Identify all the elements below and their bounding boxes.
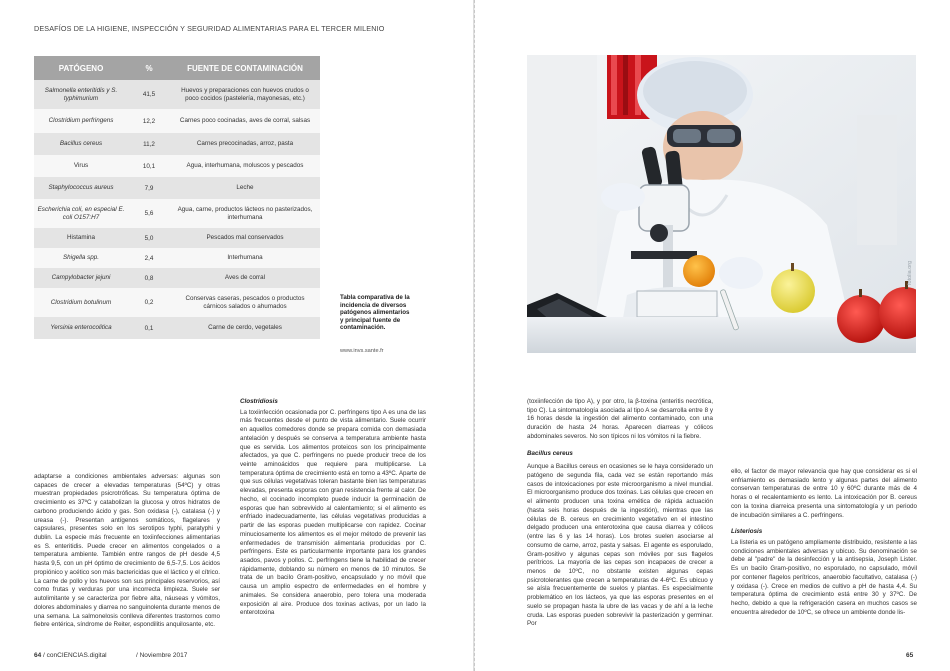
cell-source: Aves de corral — [224, 274, 266, 282]
cell-pathogen: Shigella spp. — [62, 254, 100, 262]
cell-source: Agua, carne, productos lácteos no pasterizados, interhumana — [177, 205, 313, 221]
cell-pathogen: Escherichia coli, en especial E. coli O157:H7 — [37, 205, 125, 221]
table-row — [34, 80, 320, 109]
text-column-1 — [34, 473, 220, 630]
section-title-listeriosis: Listeriosis — [731, 528, 763, 536]
footer-left — [34, 652, 107, 659]
cell-percent: 10,1 — [142, 162, 156, 170]
cell-pathogen: Yersinia enterocolitica — [50, 324, 112, 332]
page-number-right: 65 — [906, 652, 914, 659]
page-number-left: 64 — [34, 652, 42, 659]
text-column-3 — [527, 398, 713, 629]
table-body — [34, 80, 320, 339]
cell-pathogen: Bacillus cereus — [59, 140, 103, 148]
cell-percent: 5,6 — [144, 210, 154, 217]
table-row — [34, 228, 320, 248]
section-title-bacillus: Bacillus cereus — [527, 449, 573, 457]
cell-percent: 0,2 — [144, 299, 154, 306]
table-row — [34, 155, 320, 177]
table-row — [34, 177, 320, 199]
cell-pathogen: Clostridium botulinum — [50, 298, 112, 306]
col4-paragraph-b: La listeria es un patógeno ampliamente distribuido, resistente a las condiciones ambientales adversas y ubicuo. Su denominación se debe al "padre" de la desinfección y la antisepsia, Joseph Lister. Es un bacilo Gram-positivo, no esporulado, no capsulado, móvil por contener flagelos perítricos, anaerobio facultativo, catalasa (-) y oxidasa (-). Crece en medios de cultivo a pH de hasta 4,4. Su temperatura óptima de crecimiento está entre 30 y 37ºC. De hecho, debido a que la refrigeración casera en muchos casos se encuentra alrededor de 10ºC, se ofrece un ambiente donde lis- — [731, 539, 917, 616]
page-fold-line — [474, 0, 475, 671]
photo-credit: fotolia.org — [907, 260, 913, 285]
col1-paragraph: adaptarse a condiciones ambientales adversas: algunas son capaces de crecer a elevadas temperaturas (54ºC) y otras muestran propiedades psicrotróficas. Su temperatura óptima de crecimiento es 37ºC y catabolizan la glucosa y otros hidratos de carbono produciendo ácido y gas. Son oxidasa (-), catalasa (-) y ureasa (-). Presentan antígenos somáticos, flagelares y capsulares, presentes solo en los serotipos typhi, paratyphi y dublin. La especie más frecuente en toxiinfecciones alimentarias es S. enteritidis. Puede crecer en alimentos congelados o a temperatura ambiente. También entre rangos de pH desde 4,5 hasta 9,5, con un pH óptimo de crecimiento de 6,5-7,5. Los ácidos propiónico y acético son más bactericidas que el láctico y el cítrico. La carne de pollo y los huevos son sus principales reservorios, así como frutas y verduras por una incorrecta limpieza. Suele ser autolimitante y se caracteriza por fiebre alta, náuseas y vómitos, dolores abdominales y diarrea no sanguinolenta durante menos de una semana. La salmonelosis conlleva diferentes trastornos como fiebre entérica, síndrome de Reiter, espondilitis anquilosante, etc. — [34, 473, 220, 629]
cell-source: Interhumana — [227, 254, 263, 262]
cell-pathogen: Virus — [73, 162, 89, 170]
table-row — [34, 109, 320, 133]
cell-source: Carne de cerdo, vegetales — [208, 324, 282, 332]
cell-pathogen: Staphylococcus aureus — [48, 184, 114, 192]
section-title-clostridiosis: Clostridiosis — [240, 398, 278, 405]
cell-percent: 5,0 — [144, 234, 154, 242]
cell-pathogen: Histamina — [67, 234, 95, 242]
col3-paragraph-a: (toxiinfección de tipo A), y por otro, la β-toxina (enteritis necrótica, tipo C). La sintomatología asociada al tipo A se desarrolla entre 8 y 16 horas desde la ingestión del alimento contaminado, con una duración de hasta 24 horas. Aparecen diarreas y cólicos abdominales severos. No son típicos ni los vómitos ni la fiebre. — [527, 398, 713, 440]
header-source: FUENTE DE CONTAMINACIÓN — [187, 63, 303, 73]
cell-source: Agua, interhumana, moluscos y pescados — [186, 162, 304, 170]
col2-paragraph: La toxiinfección ocasionada por C. perfringens tipo A es una de las más frecuentes desde el punto de vista alimentario. Suele ocurrir en aquellos comedores donde se prepara comida con demasiada antelación y después se conserva a temperatura ambiente hasta que es servida. Los alimentos proteicos son los principalmente afectados, ya que C. perfringens no puede producir trece de los veinte aminoácidos que requiere para multiplicarse. La temperatura óptima de crecimiento está en torno a 43ºC. Aparte de que sus células vegetativas toleran bastante bien las temperaturas elevadas, presenta esporas con gran resistencia frente al calor. De hecho, el cocinado incompleto puede inducir la germinación de esporas que han sobrevivido al calentamiento; si el alimento es enfriado inadecuadamente, las células vegetativas producidas a partir de las esporas pueden multiplicarse con rapidez. Cocinar minuciosamente los alimentos es el mejor método de prevenir las enfermedades de transmisión alimentaria producidas por C. perfringens. Este es particularmente importante para los grandes asados, pavos y pollos. C. perfringens tiene la habilidad de crecer rápidamente, doblando su número en menos de 10 minutos. Se trata de un bacilo Gram-positivo, encapsulado y no móvil que causa un amplio espectro de enfermedades en el hombre y animales. Se considera anaerobio, pero tolera una moderada exposición al aire. Produce dos toxinas activas, por un lado la enterotoxina — [240, 408, 426, 617]
table-row — [34, 268, 320, 288]
cell-source: Leche — [236, 184, 254, 192]
table-caption: Tabla comparativa de la incidencia de diversos patógenos alimentarios y principal fuente de contaminación. — [340, 294, 410, 332]
header-pathogen: PATÓGENO — [58, 63, 104, 73]
table-row — [34, 133, 320, 155]
table-row — [34, 288, 320, 317]
table-source: www.invs.sante.fr — [340, 348, 384, 354]
text-column-4 — [731, 468, 917, 618]
cell-pathogen: Salmonella enteritidis y S. typhimurium — [44, 86, 118, 102]
cell-percent: 41,5 — [142, 91, 156, 98]
pathogen-table — [34, 56, 320, 339]
table-row — [34, 317, 320, 339]
publication-name: / conCIENCIAS.digital — [43, 652, 107, 659]
cell-pathogen: Clostridium perfringens — [48, 117, 114, 125]
col3-paragraph-b: Aunque a Bacillus cereus en ocasiones se le haya considerado un patógeno de segunda fila, cada vez se están reportando más casos de intoxicaciones por este microorganismo a nivel mundial. El microorganismo produce dos toxinas. Las células que crecen en el alimento producen una toxina emética de rápida actuación (hasta seis horas después de la ingestión), mientras que las células de B. cereus en crecimiento vegetativo en el intestino delgado producen una enterotoxina que causa diarrea y cólicos (entre las 6 y las 14 horas). Los brotes suelen asociarse al consumo de carne, arroz, pasta y salsas. El agente es esporulado, Gram-positivo y algunas cepas son móviles por sus flagelos perítricos. La mayoría de las cepas son incapaces de crecer a menos de 10ºC, no obstante existen algunas cepas psicrotolerantes que crecen a temperaturas de 4-6ºC. Es ubicuo y se aísla frecuentemente de suelos y plantas. Es especialmente problemático en los lácteos, ya que las esporas presentes en el suelo se propagan hasta la ubre de las vacas y de ahí a la leche cruda. Las esporas pueden sobrevivir la pasterización y germinar. Por — [527, 463, 713, 628]
footer-date: / Noviembre 2017 — [136, 652, 188, 659]
cell-percent: 2,4 — [144, 254, 154, 262]
col4-paragraph-a: ello, el factor de mayor relevancia que hay que considerar es si el enfriamiento es demasiado lento y algunas partes del alimento conservan temperaturas de entre 10 y 60ºC durante más de 4 horas o el recalentamiento es lento. La intoxicación por B. cereus con la toxina diarreica presenta una sintomatología y un periodo de incubación similares a C. perfringens. — [731, 468, 917, 519]
table-row — [34, 199, 320, 228]
cell-percent: 11,2 — [143, 140, 155, 148]
table-row — [34, 248, 320, 268]
cell-source: Conservas caseras, pescados o productos cárnicos salados o ahumados — [185, 294, 305, 310]
cell-percent: 7,9 — [144, 184, 154, 192]
cell-percent: 0,8 — [144, 274, 154, 282]
cell-source: Huevos y preparaciones con huevos crudos o poco cocidos (pastelería, mayonesas, etc.) — [181, 86, 309, 102]
cell-percent: 12,2 — [142, 117, 156, 125]
cell-pathogen: Campylobacter jejuni — [51, 274, 111, 282]
text-column-2 — [240, 398, 426, 618]
cell-source: Carnes poco cocinadas, aves de corral, salsas — [179, 117, 311, 125]
header-percent: % — [145, 63, 153, 73]
lab-photo — [527, 55, 916, 353]
cell-source: Carnes precocinadas, arroz, pasta — [196, 140, 294, 148]
cell-percent: 0,1 — [144, 324, 154, 332]
table-header-row — [34, 56, 320, 80]
cell-source: Pescados mal conservados — [206, 234, 284, 242]
lab-scientist-illustration — [527, 55, 916, 353]
running-header: DESAFÍOS DE LA HIGIENE, INSPECCIÓN Y SEGURIDAD ALIMENTARIAS PARA EL TERCER MILENIO — [34, 24, 385, 33]
